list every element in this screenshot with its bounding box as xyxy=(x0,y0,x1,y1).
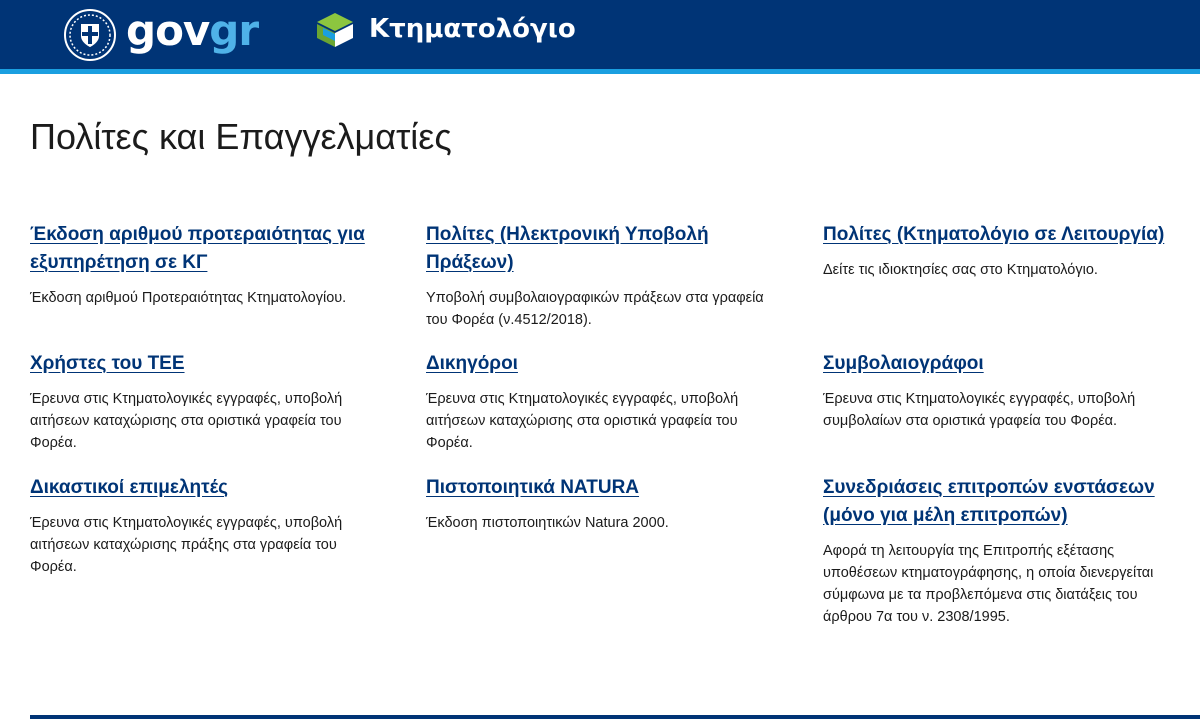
header-stripe xyxy=(0,69,1200,74)
card-link[interactable]: Πολίτες (Κτηματολόγιο σε Λειτουργία) xyxy=(823,224,1165,245)
card-description: Δείτε τις ιδιοκτησίες σας στο Κτηματολόγιο. xyxy=(823,262,1098,278)
card-link[interactable]: Συνεδριάσεις επιτροπών ενστάσεων (μόνο για μέλη επιτροπών) xyxy=(823,477,1155,526)
card-bailiffs xyxy=(30,474,375,578)
card-link[interactable]: Έκδοση αριθμού προτεραιότητας για εξυπηρέτηση σε ΚΓ xyxy=(30,224,365,273)
card-description: Υποβολή συμβολαιογραφικών πράξεων στα γραφεία του Φορέα (ν.4512/2018). xyxy=(426,290,764,328)
card-tee-users xyxy=(30,350,375,454)
card-natura-certificates xyxy=(426,474,771,534)
ktimatologio-logo-icon[interactable] xyxy=(315,11,355,49)
greek-emblem-icon[interactable] xyxy=(63,8,117,62)
page-title: Πολίτες και Επαγγελματίες xyxy=(30,116,452,157)
footer-divider xyxy=(30,715,1200,719)
card-description: Έρευνα στις Κτηματολογικές εγγραφές, υποβολή αιτήσεων καταχώρισης στα οριστικά γραφεία του Φορέα. xyxy=(30,391,343,451)
service-title[interactable]: Κτηματολόγιο xyxy=(369,14,576,44)
card-notaries xyxy=(823,350,1168,432)
card-description: Έκδοση πιστοποιητικών Natura 2000. xyxy=(426,515,669,531)
card-priority-number xyxy=(30,221,375,309)
card-link[interactable]: Δικαστικοί επιμελητές xyxy=(30,477,229,498)
card-link[interactable]: Πιστοποιητικά NATURA xyxy=(426,477,640,498)
card-description: Έρευνα στις Κτηματολογικές εγγραφές, υποβολή συμβολαίων στα οριστικά γραφεία του Φορέα. xyxy=(823,391,1136,429)
card-description: Έρευνα στις Κτηματολογικές εγγραφές, υποβολή αιτήσεων καταχώρισης πράξης στα γραφεία του Φορέα. xyxy=(30,515,343,575)
card-description: Αφορά τη λειτουργία της Επιτροπής εξέτασης υποθέσεων κτηματογράφησης, η οποία διενεργείται σύμφωνα με τα προβλεπόμενα στις διατάξεις του άρθρου 7α του ν. 2308/1995. xyxy=(823,543,1154,625)
site-header xyxy=(0,0,1200,69)
card-lawyers xyxy=(426,350,771,454)
govgr-logo-gov: gov xyxy=(126,6,210,55)
card-citizens-cadastre-operation xyxy=(823,221,1168,281)
card-citizens-electronic-submission xyxy=(426,221,771,331)
govgr-logo[interactable] xyxy=(126,6,258,56)
card-link[interactable]: Δικηγόροι xyxy=(426,353,518,374)
card-objection-committees xyxy=(823,474,1168,628)
govgr-logo-gr: gr xyxy=(209,6,259,55)
card-link[interactable]: Χρήστες του ΤΕΕ xyxy=(30,353,185,374)
card-description: Έρευνα στις Κτηματολογικές εγγραφές, υποβολή αιτήσεων καταχώρισης στα οριστικά γραφεία του Φορέα. xyxy=(426,391,739,451)
card-link[interactable]: Συμβολαιογράφοι xyxy=(823,353,984,374)
card-description: Έκδοση αριθμού Προτεραιότητας Κτηματολογίου. xyxy=(30,290,347,306)
card-link[interactable]: Πολίτες (Ηλεκτρονική Υποβολή Πράξεων) xyxy=(426,224,709,273)
